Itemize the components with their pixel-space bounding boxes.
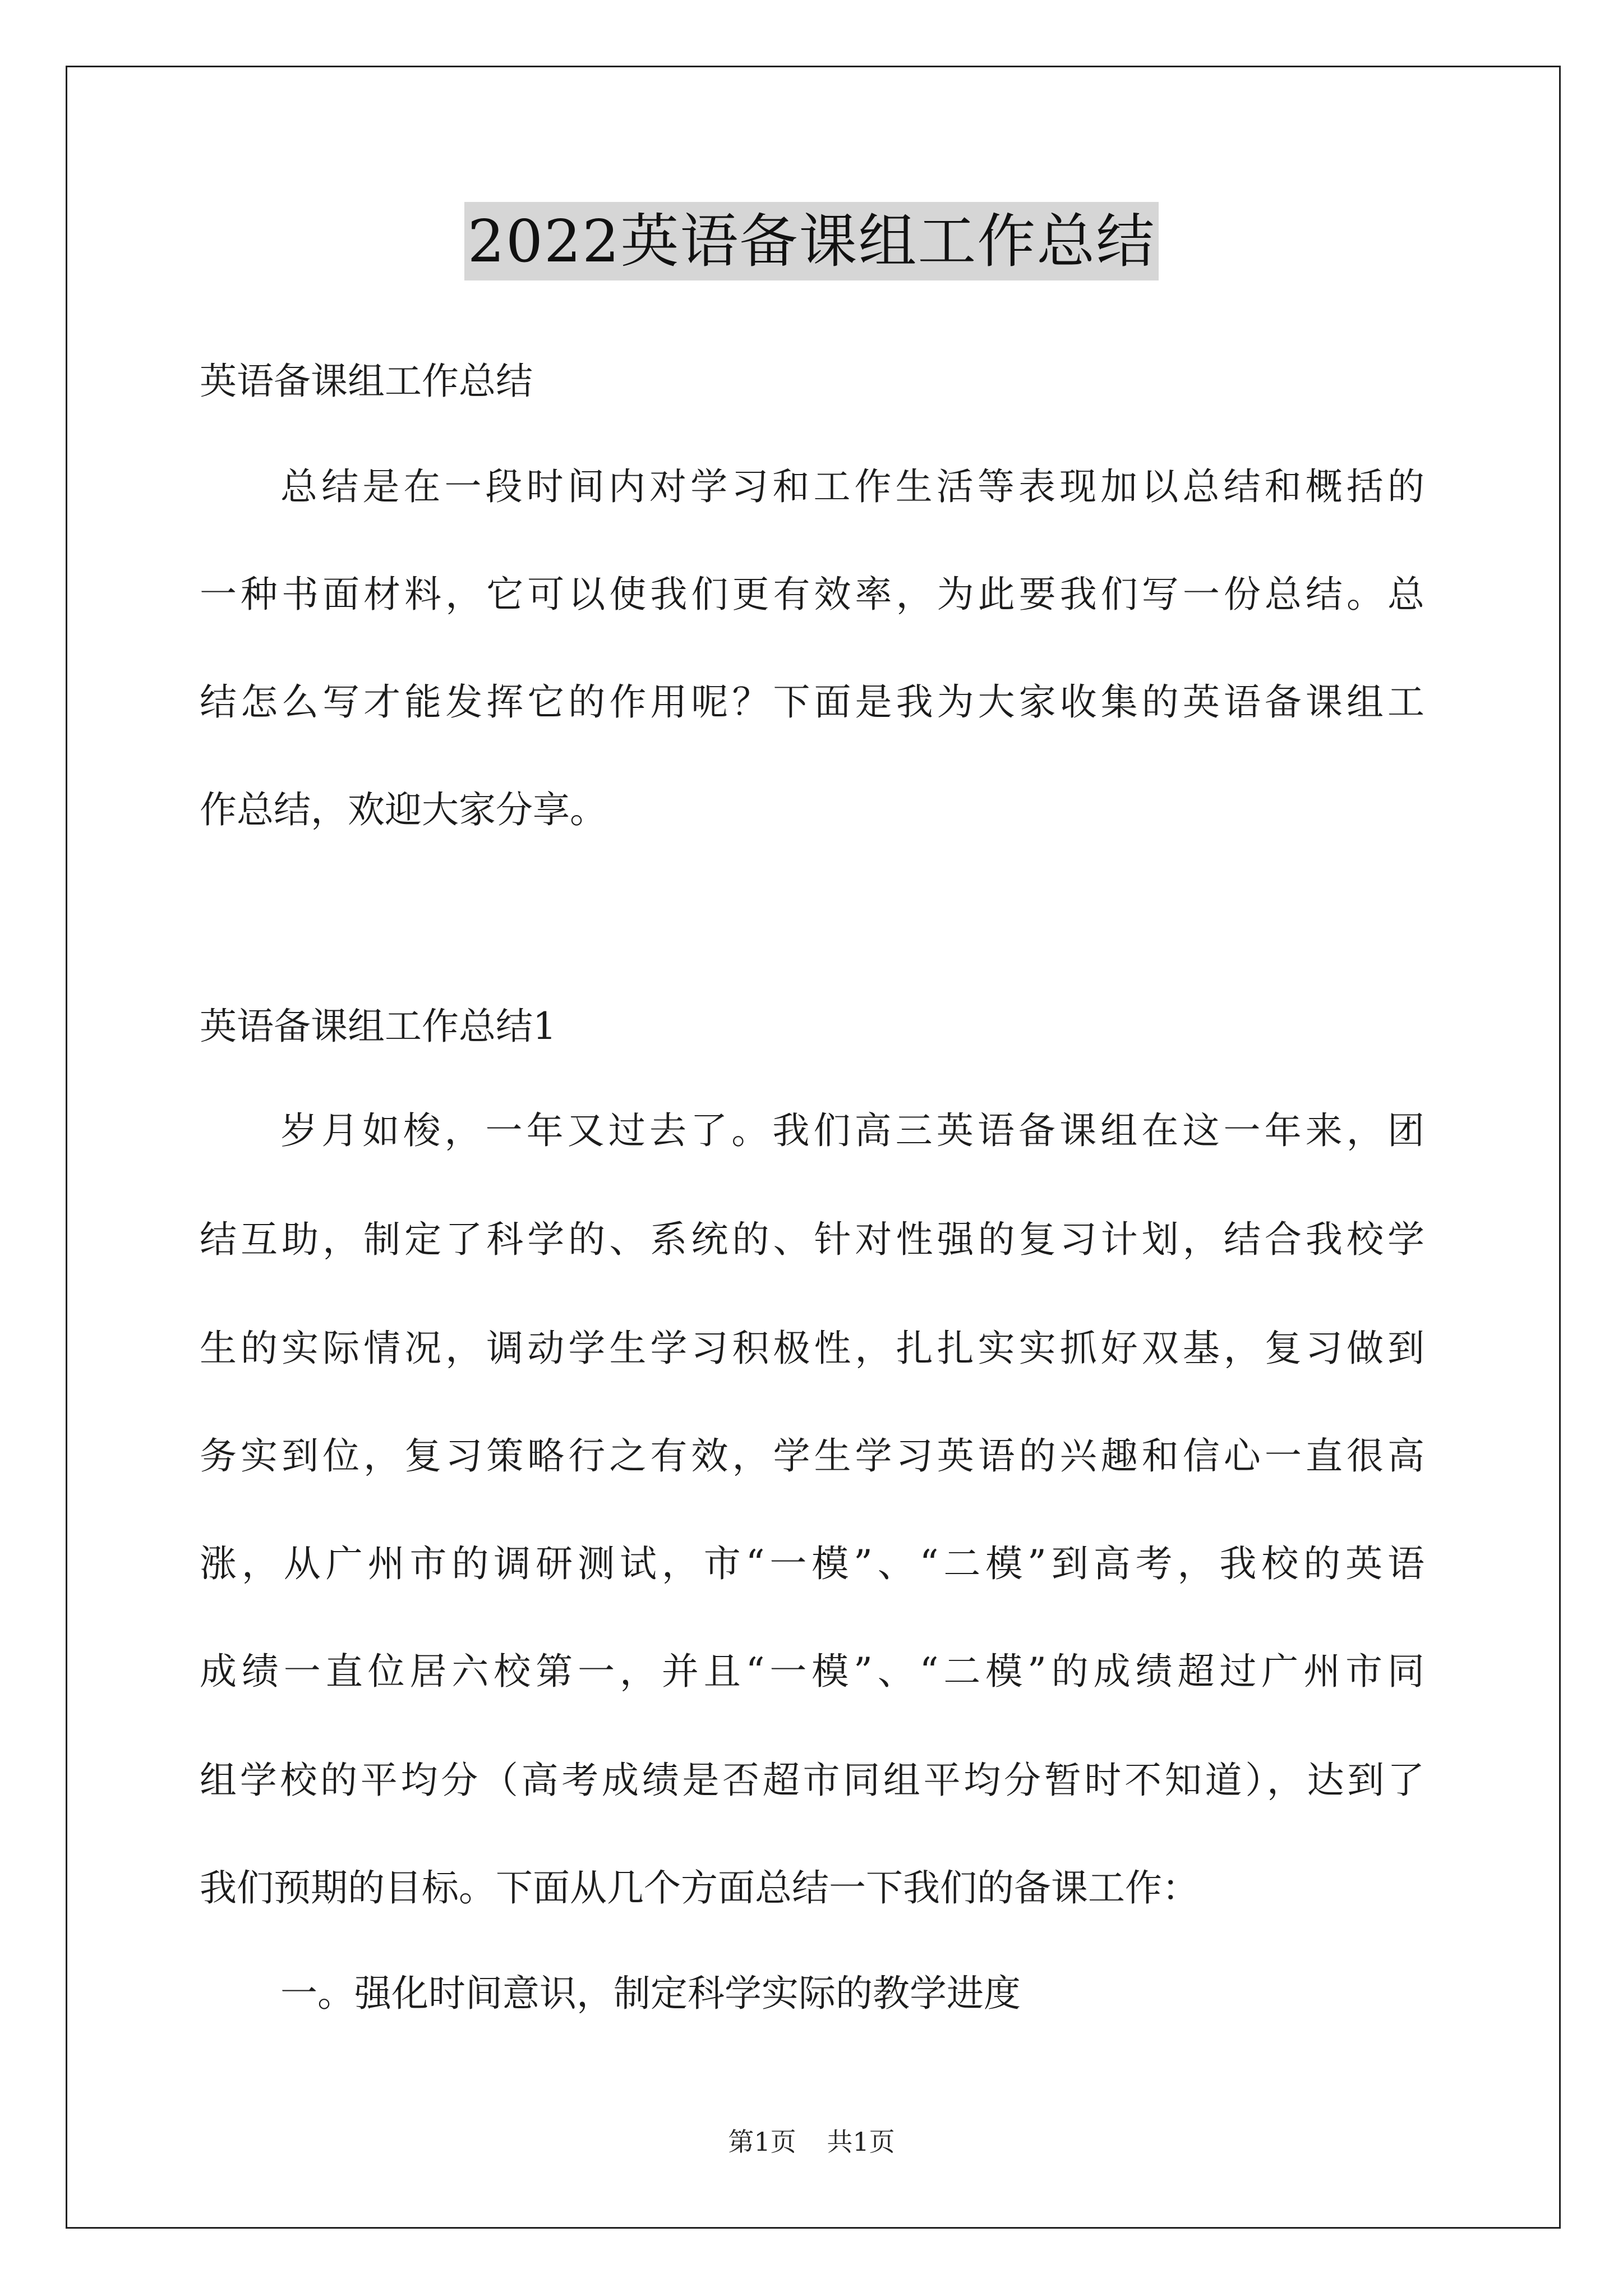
body-line: 涨，从广州市的调研测试，市“一模”、“二模”到高考，我校的英语 xyxy=(200,1542,1424,1585)
intro-line: 作总结，欢迎大家分享。 xyxy=(200,788,607,831)
page-total: 共1页 xyxy=(827,2127,895,2157)
title-block xyxy=(0,202,1623,280)
document-title: 2022英语备课组工作总结 xyxy=(464,202,1159,280)
document-subtitle: 英语备课组工作总结 xyxy=(200,360,533,403)
intro-line: 总结是在一段时间内对学习和工作生活等表现加以总结和概括的 xyxy=(280,465,1424,508)
body-line: 组学校的平均分（高考成绩是否超市同组平均分暂时不知道），达到了 xyxy=(200,1759,1424,1802)
point-heading: 一。强化时间意识，制定科学实际的教学进度 xyxy=(280,1972,1021,2015)
page-footer xyxy=(0,2126,1623,2157)
section-heading: 英语备课组工作总结1 xyxy=(200,1005,556,1048)
body-line: 结互助，制定了科学的、系统的、针对性强的复习计划，结合我校学 xyxy=(200,1218,1424,1261)
body-line: 我们预期的目标。下面从几个方面总结一下我们的备课工作： xyxy=(200,1866,1199,1910)
page-number: 第1页 xyxy=(728,2127,796,2157)
body-line: 成绩一直位居六校第一，并且“一模”、“二模”的成绩超过广州市同 xyxy=(200,1650,1424,1693)
intro-line: 一种书面材料，它可以使我们更有效率，为此要我们写一份总结。总 xyxy=(200,573,1424,616)
body-line: 生的实际情况，调动学生学习积极性，扎扎实实抓好双基，复习做到 xyxy=(200,1327,1424,1370)
body-line: 务实到位，复习策略行之有效，学生学习英语的兴趣和信心一直很高 xyxy=(200,1434,1424,1478)
intro-line: 结怎么写才能发挥它的作用呢？下面是我为大家收集的英语备课组工 xyxy=(200,680,1424,724)
body-line: 岁月如梭，一年又过去了。我们高三英语备课组在这一年来，团 xyxy=(280,1109,1424,1152)
